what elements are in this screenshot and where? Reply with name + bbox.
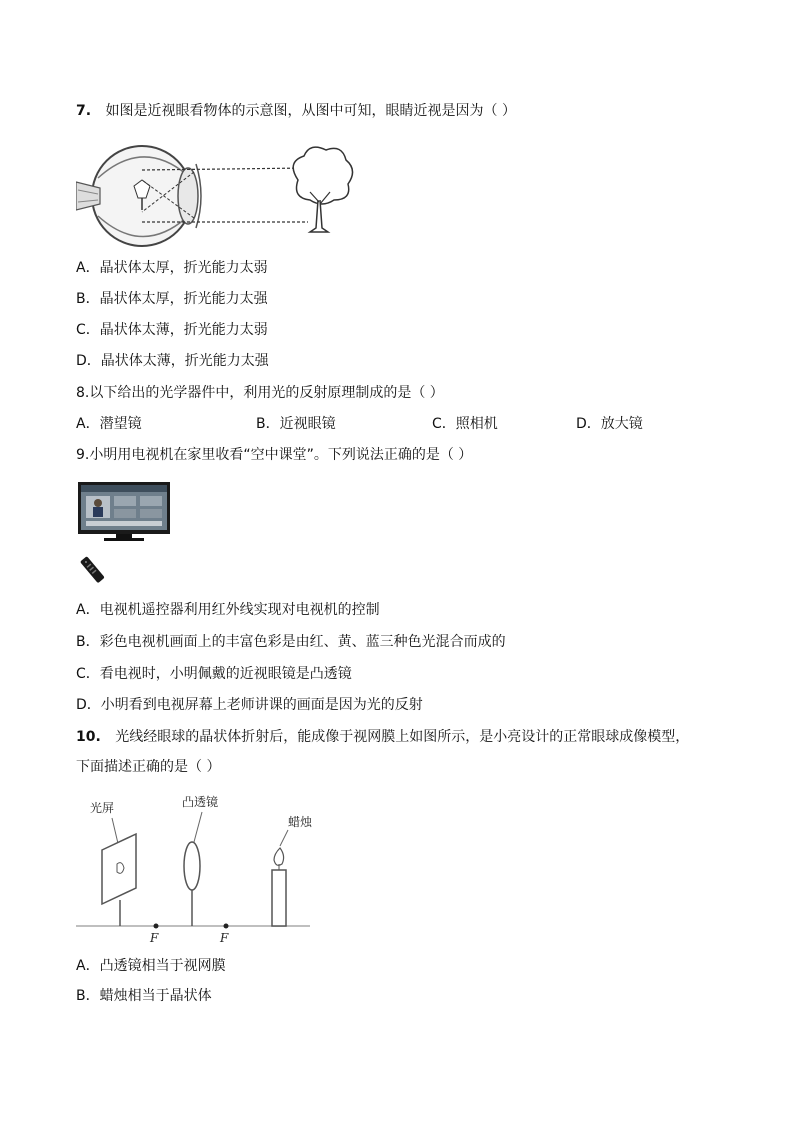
myopic-eye-figure xyxy=(76,140,356,250)
q8-option-a[interactable]: A．潜望镜 xyxy=(76,416,142,432)
q7-number: 7. xyxy=(76,103,92,119)
candle-label: 蜡烛 xyxy=(288,815,313,829)
q8-option-b[interactable]: B．近视眼镜 xyxy=(256,416,336,432)
q8-option-c[interactable]: C．照相机 xyxy=(432,416,498,432)
q7-stem xyxy=(76,101,516,121)
q10-text-line1: 光线经眼球的晶状体折射后，能成像于视网膜上如图所示，是小亮设计的正常眼球成像模型， xyxy=(115,729,690,745)
screen-label: 光屏 xyxy=(90,801,115,815)
q7-text: 如图是近视眼看物体的示意图，从图中可知，眼睛近视是因为（ ） xyxy=(105,103,516,119)
q10-stem-line1 xyxy=(76,727,689,747)
focus-label-right: F xyxy=(220,931,229,945)
eye-model-figure xyxy=(76,790,326,948)
q10-option-a[interactable]: A．凸透镜相当于视网膜 xyxy=(76,958,226,974)
focus-label-left: F xyxy=(150,931,159,945)
q9-stem: 9.小明用电视机在家里收看“空中课堂”。下列说法正确的是（ ） xyxy=(76,447,473,463)
q10-number: 10. xyxy=(76,729,101,745)
remote-control-image xyxy=(78,556,106,584)
q9-option-b[interactable]: B．彩色电视机画面上的丰富色彩是由红、黄、蓝三种色光混合而成的 xyxy=(76,634,506,650)
television-image xyxy=(78,482,170,542)
q7-option-b[interactable]: B．晶状体太厚，折光能力太强 xyxy=(76,291,268,307)
q7-option-a[interactable]: A．晶状体太厚，折光能力太弱 xyxy=(76,260,268,276)
q8-options xyxy=(76,414,716,434)
lens-label: 凸透镜 xyxy=(182,795,219,809)
q8-option-d[interactable]: D．放大镜 xyxy=(576,416,643,432)
q9-option-c[interactable]: C．看电视时，小明佩戴的近视眼镜是凸透镜 xyxy=(76,666,352,682)
q10-option-b[interactable]: B．蜡烛相当于晶状体 xyxy=(76,988,212,1004)
q9-option-a[interactable]: A．电视机遥控器利用红外线实现对电视机的控制 xyxy=(76,602,380,618)
q8-stem: 8.以下给出的光学器件中，利用光的反射原理制成的是（ ） xyxy=(76,385,444,401)
q9-option-d[interactable]: D．小明看到电视屏幕上老师讲课的画面是因为光的反射 xyxy=(76,697,423,713)
q7-option-d[interactable]: D．晶状体太薄，折光能力太强 xyxy=(76,353,269,369)
q10-stem-line2: 下面描述正确的是（ ） xyxy=(76,759,221,775)
q7-option-c[interactable]: C．晶状体太薄，折光能力太弱 xyxy=(76,322,268,338)
